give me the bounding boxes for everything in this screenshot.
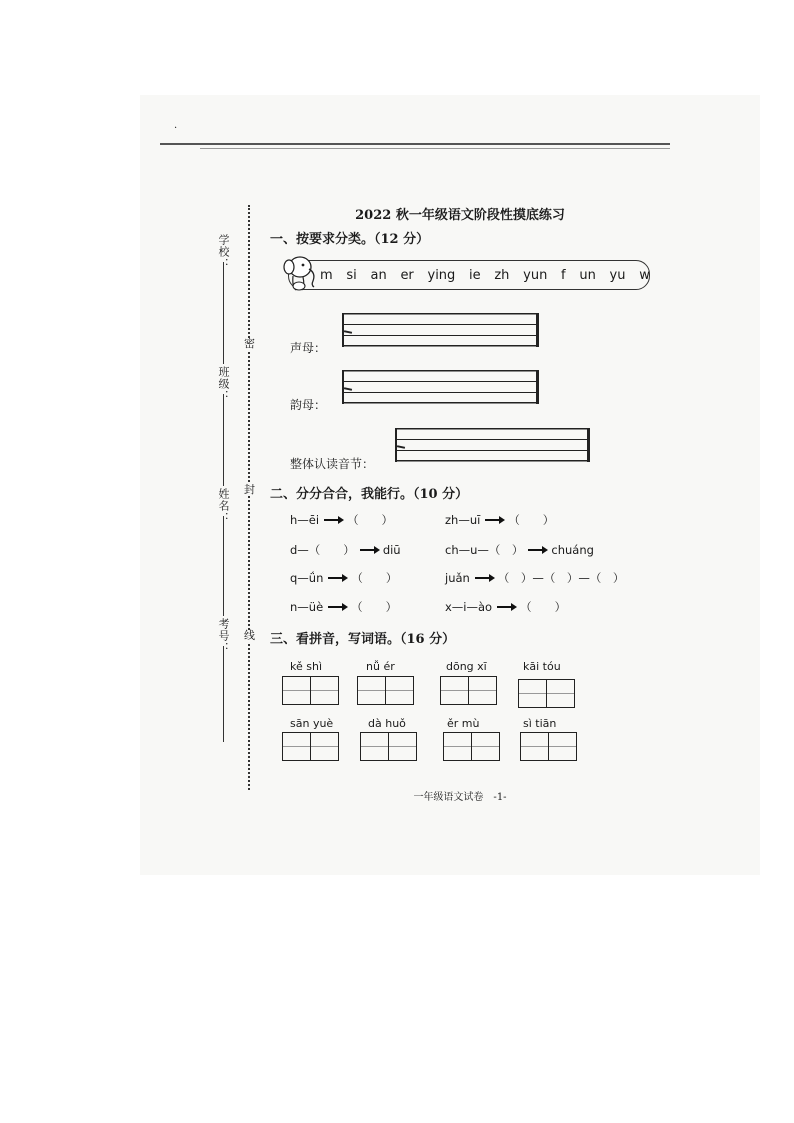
writing-cell[interactable]	[443, 732, 472, 761]
syllable-item: yun	[523, 268, 548, 283]
writing-cell[interactable]	[310, 732, 339, 761]
syllable-item: un	[579, 268, 596, 283]
class-field[interactable]	[223, 394, 224, 486]
arrow-right-icon	[360, 549, 378, 551]
name-field[interactable]	[223, 516, 224, 616]
syllable-item: si	[346, 268, 357, 283]
writing-cell[interactable]	[468, 676, 497, 705]
syllable-item: yu	[609, 268, 626, 283]
writing-cell[interactable]	[385, 676, 414, 705]
writing-cell[interactable]	[360, 732, 389, 761]
syllable-item: an	[370, 268, 387, 283]
school-field[interactable]	[223, 262, 224, 364]
word-pinyin: kě shì	[290, 660, 323, 673]
spelling-item: ch—u—（ ） chuáng	[445, 543, 594, 557]
answer-blank[interactable]: （ ）	[508, 513, 555, 527]
word-pinyin: sān yuè	[290, 717, 334, 730]
section-1-heading: 一、按要求分类。（12 分）	[270, 232, 430, 247]
spelling-item: h—ēi （ ）	[290, 513, 394, 527]
arrow-right-icon	[328, 606, 346, 608]
spelling-item: juǎn （ ）—（ ）—（ ）	[445, 571, 625, 585]
spelling-item: d—（ ） diū	[290, 543, 401, 557]
spelling-item: zh—uī （ ）	[445, 513, 555, 527]
spelling-item: x—i—ào （ ）	[445, 600, 567, 614]
writing-cell[interactable]	[548, 732, 577, 761]
elephant-icon	[283, 253, 319, 293]
arrow-right-icon	[485, 519, 503, 521]
writing-grid[interactable]	[282, 676, 339, 705]
writing-grid[interactable]	[360, 732, 417, 761]
writing-cell[interactable]	[310, 676, 339, 705]
writing-cell[interactable]	[282, 676, 311, 705]
writing-cell[interactable]	[357, 676, 386, 705]
spelling-item: q—ǘn （ ）	[290, 571, 398, 585]
exam-number-label: 考号：	[217, 618, 230, 654]
class-label: 班级：	[217, 366, 230, 402]
arrow-right-icon	[497, 606, 515, 608]
finals-answer-lines[interactable]	[342, 370, 539, 404]
syllable-item: ie	[469, 268, 481, 283]
binding-line	[248, 205, 250, 790]
writing-cell[interactable]	[518, 679, 547, 708]
syllable-item: f	[561, 268, 566, 283]
writing-grid[interactable]	[440, 676, 497, 705]
writing-grid[interactable]	[357, 676, 414, 705]
section-2-heading: 二、分分合合，我能行。（10 分）	[270, 487, 469, 502]
syllable-item: er	[400, 268, 414, 283]
writing-cell[interactable]	[282, 732, 311, 761]
word-pinyin: ěr mù	[447, 717, 480, 730]
writing-cell[interactable]	[520, 732, 549, 761]
whole-syllable-label: 整体认读音节：	[290, 457, 375, 471]
word-pinyin: dōng xī	[446, 660, 487, 673]
syllable-item: m	[320, 268, 333, 283]
syllable-list	[320, 268, 650, 283]
writing-grid[interactable]	[443, 732, 500, 761]
answer-blank[interactable]: （ ）—（ ）—（ ）	[497, 571, 625, 585]
page-footer: 一年级语文试卷 -1-	[413, 792, 507, 803]
top-divider	[160, 143, 670, 145]
initials-label: 声母：	[290, 341, 327, 355]
writing-grid[interactable]	[282, 732, 339, 761]
initials-answer-lines[interactable]	[342, 313, 539, 347]
section-3-heading: 三、看拼音，写词语。（16 分）	[270, 632, 456, 647]
answer-blank[interactable]: （ ）	[347, 513, 394, 527]
finals-label: 韵母：	[290, 398, 327, 412]
spelling-item: n—üè （ ）	[290, 600, 398, 614]
word-pinyin: dà huǒ	[368, 717, 406, 730]
whole-syllable-answer-lines[interactable]	[395, 428, 590, 462]
writing-cell[interactable]	[546, 679, 575, 708]
syllable-item: w	[639, 268, 650, 283]
syllable-item: ying	[427, 268, 456, 283]
school-label: 学校：	[217, 234, 230, 270]
syllable-item: zh	[494, 268, 510, 283]
writing-cell[interactable]	[388, 732, 417, 761]
arrow-right-icon	[528, 549, 546, 551]
seal-char-feng: 封	[244, 483, 255, 496]
seal-char-mi: 密	[244, 337, 255, 350]
top-dot: .	[174, 120, 178, 131]
answer-blank[interactable]: d—（ ）	[290, 543, 355, 557]
writing-grid[interactable]	[518, 679, 575, 708]
answer-blank[interactable]: （ ）	[520, 600, 567, 614]
writing-cell[interactable]	[471, 732, 500, 761]
answer-blank[interactable]: （ ）	[351, 600, 398, 614]
word-pinyin: nǚ ér	[366, 660, 395, 673]
word-pinyin: sì tiān	[523, 717, 557, 730]
arrow-right-icon	[328, 577, 346, 579]
top-divider-secondary	[200, 148, 670, 149]
seal-char-xian: 线	[244, 629, 255, 642]
arrow-right-icon	[324, 519, 342, 521]
writing-cell[interactable]	[440, 676, 469, 705]
exam-number-field[interactable]	[223, 646, 224, 742]
answer-blank[interactable]: ch—u—（ ）	[445, 543, 524, 557]
arrow-right-icon	[475, 577, 493, 579]
page-title: 2022 秋一年级语文阶段性摸底练习	[355, 208, 565, 223]
word-pinyin: kāi tóu	[523, 660, 561, 673]
answer-blank[interactable]: （ ）	[351, 571, 398, 585]
writing-grid[interactable]	[520, 732, 577, 761]
name-label: 姓名：	[217, 488, 230, 524]
